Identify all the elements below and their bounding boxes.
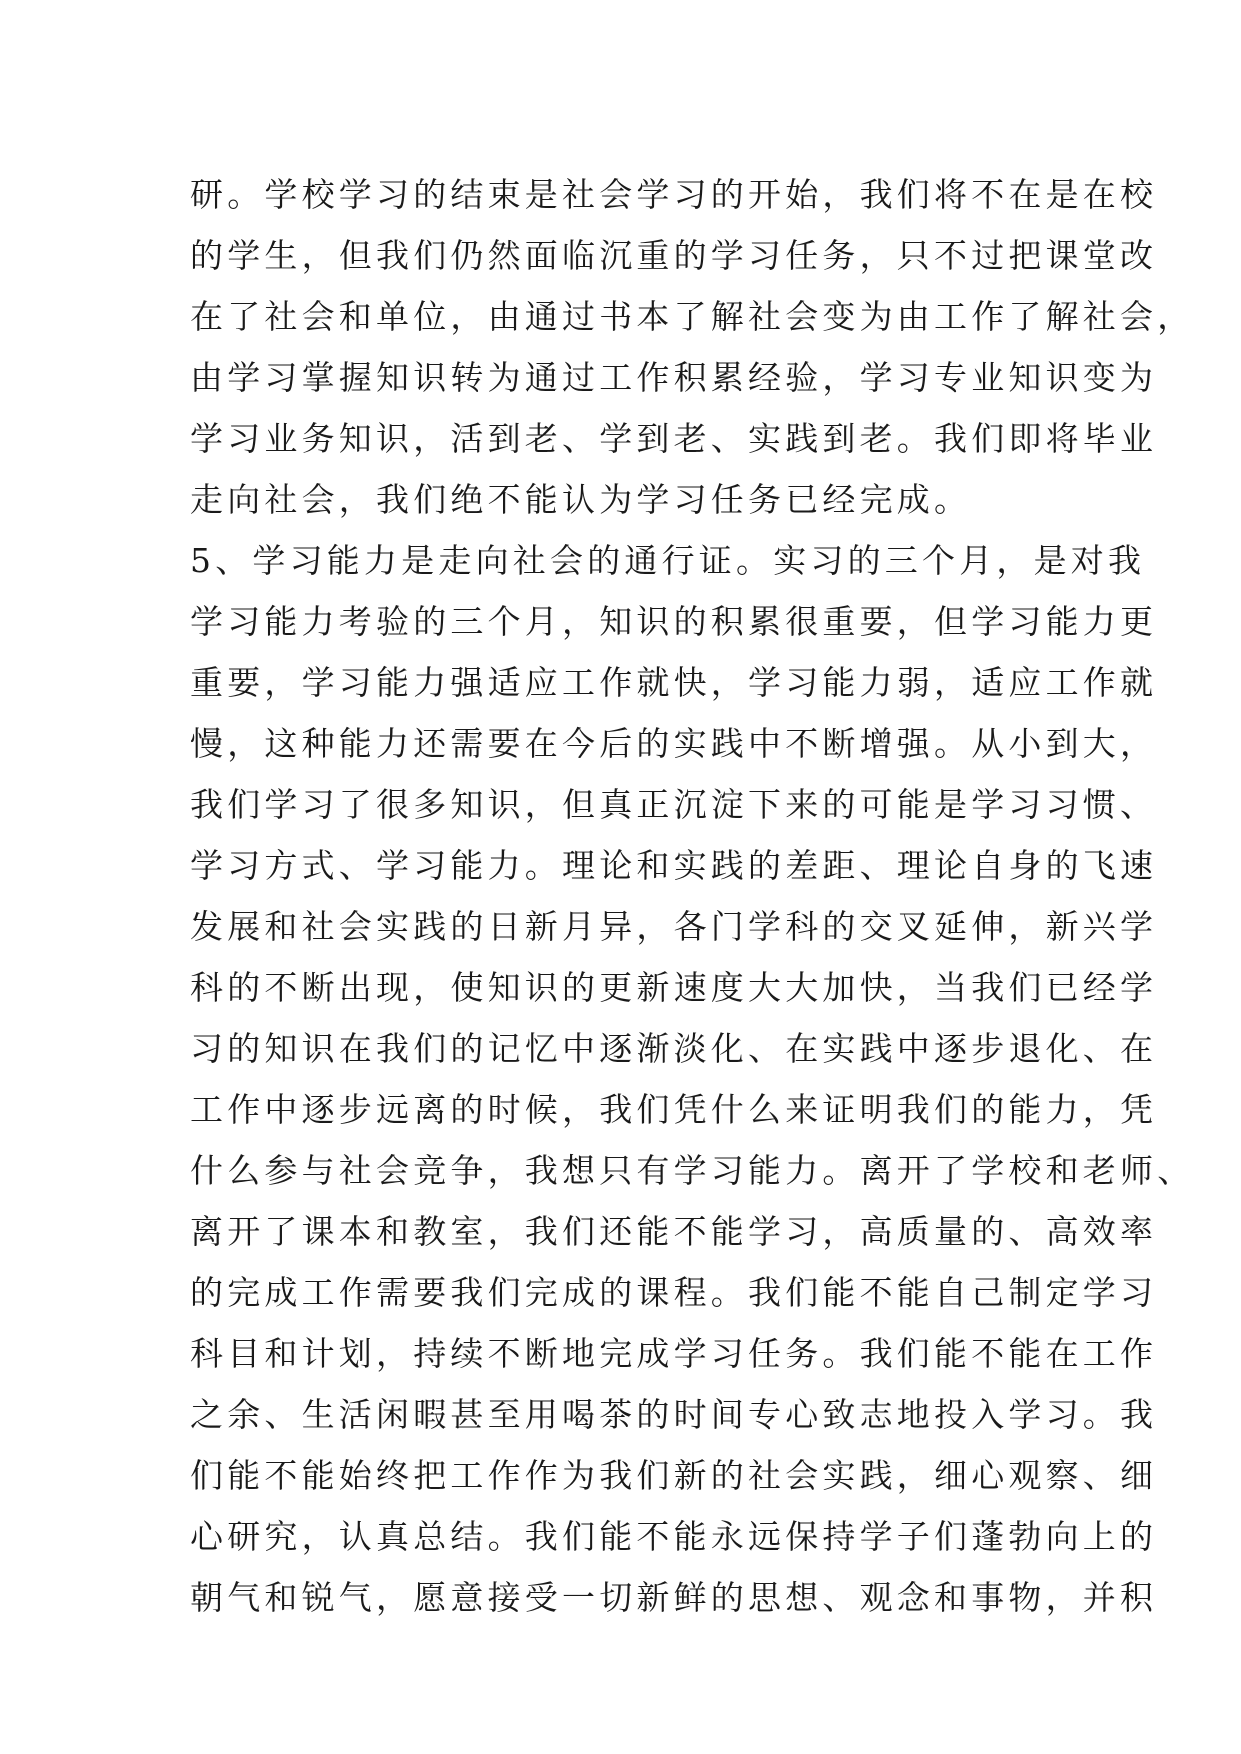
text-line: 的学生，但我们仍然面临沉重的学习任务，只不过把课堂改 (190, 236, 1158, 275)
text-line: 由学习掌握知识转为通过工作积累经验，学习专业知识变为 (190, 358, 1158, 397)
text-line: 我们学习了很多知识，但真正沉淀下来的可能是学习习惯、 (190, 785, 1158, 824)
text-line: 重要，学习能力强适应工作就快，学习能力弱，适应工作就 (190, 663, 1158, 702)
section-heading-line: 5、学习能力是走向社会的通行证。实习的三个月，是对我 (190, 541, 1146, 580)
text-line: 的完成工作需要我们完成的课程。我们能不能自己制定学习 (190, 1273, 1158, 1312)
text-line: 发展和社会实践的日新月异，各门学科的交叉延伸，新兴学 (190, 907, 1158, 946)
text-line: 习的知识在我们的记忆中逐渐淡化、在实践中逐步退化、在 (190, 1029, 1158, 1068)
text-line: 慢，这种能力还需要在今后的实践中不断增强。从小到大， (190, 724, 1158, 763)
text-line: 工作中逐步远离的时候，我们凭什么来证明我们的能力，凭 (190, 1090, 1158, 1129)
text-line: 科的不断出现，使知识的更新速度大大加快，当我们已经学 (190, 968, 1158, 1007)
text-line: 之余、生活闲暇甚至用喝茶的时间专心致志地投入学习。我 (190, 1395, 1158, 1434)
text-line: 学习业务知识，活到老、学到老、实践到老。我们即将毕业 (190, 419, 1158, 458)
text-line: 离开了课本和教室，我们还能不能学习，高质量的、高效率 (190, 1212, 1158, 1251)
text-line: 科目和计划，持续不断地完成学习任务。我们能不能在工作 (190, 1334, 1158, 1373)
text-line: 朝气和锐气，愿意接受一切新鲜的思想、观念和事物，并积 (190, 1578, 1158, 1617)
text-line: 们能不能始终把工作作为我们新的社会实践，细心观察、细 (190, 1456, 1158, 1495)
text-line: 什么参与社会竞争，我想只有学习能力。离开了学校和老师、 (190, 1151, 1195, 1190)
text-line: 在了社会和单位，由通过书本了解社会变为由工作了解社会， (190, 297, 1195, 336)
text-line: 研。学校学习的结束是社会学习的开始，我们将不在是在校 (190, 175, 1158, 214)
text-line: 心研究，认真总结。我们能不能永远保持学子们蓬勃向上的 (190, 1517, 1158, 1556)
text-line: 学习能力考验的三个月，知识的积累很重要，但学习能力更 (190, 602, 1158, 641)
text-line: 学习方式、学习能力。理论和实践的差距、理论自身的飞速 (190, 846, 1158, 885)
text-line: 走向社会，我们绝不能认为学习任务已经完成。 (190, 480, 972, 519)
